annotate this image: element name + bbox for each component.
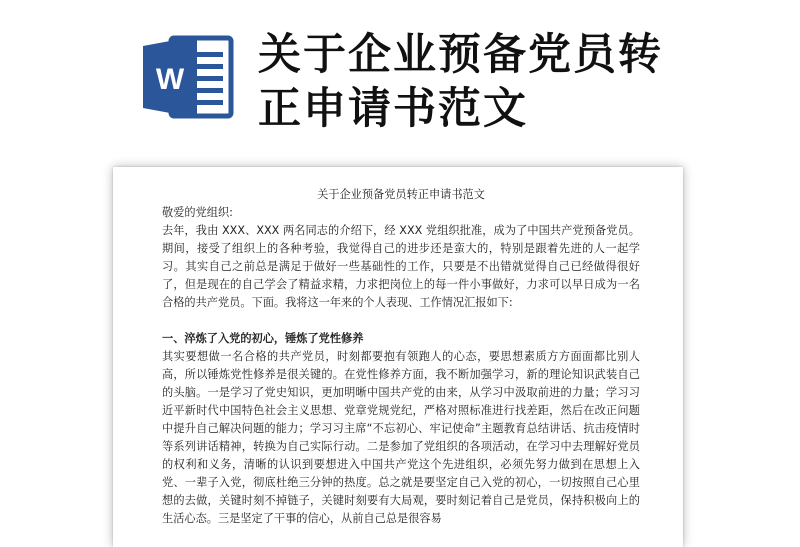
word-document-icon bbox=[141, 34, 235, 120]
word-icon-letter: W bbox=[155, 63, 185, 96]
paragraph-spacer bbox=[162, 312, 640, 330]
document-title: 关于企业预备党员转正申请书范文 bbox=[317, 188, 485, 201]
section-heading-1: 一、淬炼了入党的初心，锤炼了党性修养 bbox=[162, 332, 364, 345]
page-title-line-2: 正申请书范文 bbox=[258, 84, 528, 134]
document-body bbox=[162, 186, 640, 528]
page-title-line-1: 关于企业预备党员转 bbox=[258, 30, 663, 80]
document-page bbox=[113, 167, 683, 547]
section-1-paragraph: 其实要想做一名合格的共产党员，时刻都要抱有领跑人的心态，要思想素质方方面面都比别人高，所以锤炼党性修养是很关键的。在党性修养方面，我不断加强学习，新的理论知识武装自己的头脑。一是学习了党史知识，更加明晰中国共产党的由来，从学习中汲取前进的力量；学习习近平新时代中国特色社会主义思想、党章党规党纪，严格对照标准进行找差距，然后在改正问题中提升自己解决问题的能力；学习习主席“不忘初心、牢记使命”主题教育总结讲话、抗击疫情时等系列讲话精神，转换为自己实际行动。二是参加了党组织的各项活动，在学习中去理解好党员的权利和义务，清晰的认识到要想进入中国共产党这个先进组织，必须先努力做到在思想上入党、一辈子入党，彻底杜绝三分钟的热度。总之就是要坚定自己入党的初心，一切按照自己心里想的去做，关键时刻不掉链子，关键时刻要有大局观，要时刻记着自己是党员，保持积极向上的生活心态。三是坚定了干事的信心，从前自己总是很容易 bbox=[162, 350, 640, 525]
intro-paragraph: 去年，我由 XXX、XXX 两名同志的介绍下，经 XXX 党组织批准，成为了中国共产党预备党员。期间，接受了组织上的各种考验，我觉得自己的进步还是蛮大的，特别是跟着先进的人一起学习。其实自己之前总是满足于做好一些基础性的工作，只要是不出错就觉得自己已经做得很好了，但是现在的自己学会了精益求精，力求把岗位上的每一件小事做好，力求可以早日成为一名合格的共产党员。下面。我将这一年来的个人表现、工作情况汇报如下: bbox=[162, 224, 640, 309]
page-title bbox=[258, 28, 778, 136]
salutation: 敬爱的党组织: bbox=[162, 206, 233, 219]
